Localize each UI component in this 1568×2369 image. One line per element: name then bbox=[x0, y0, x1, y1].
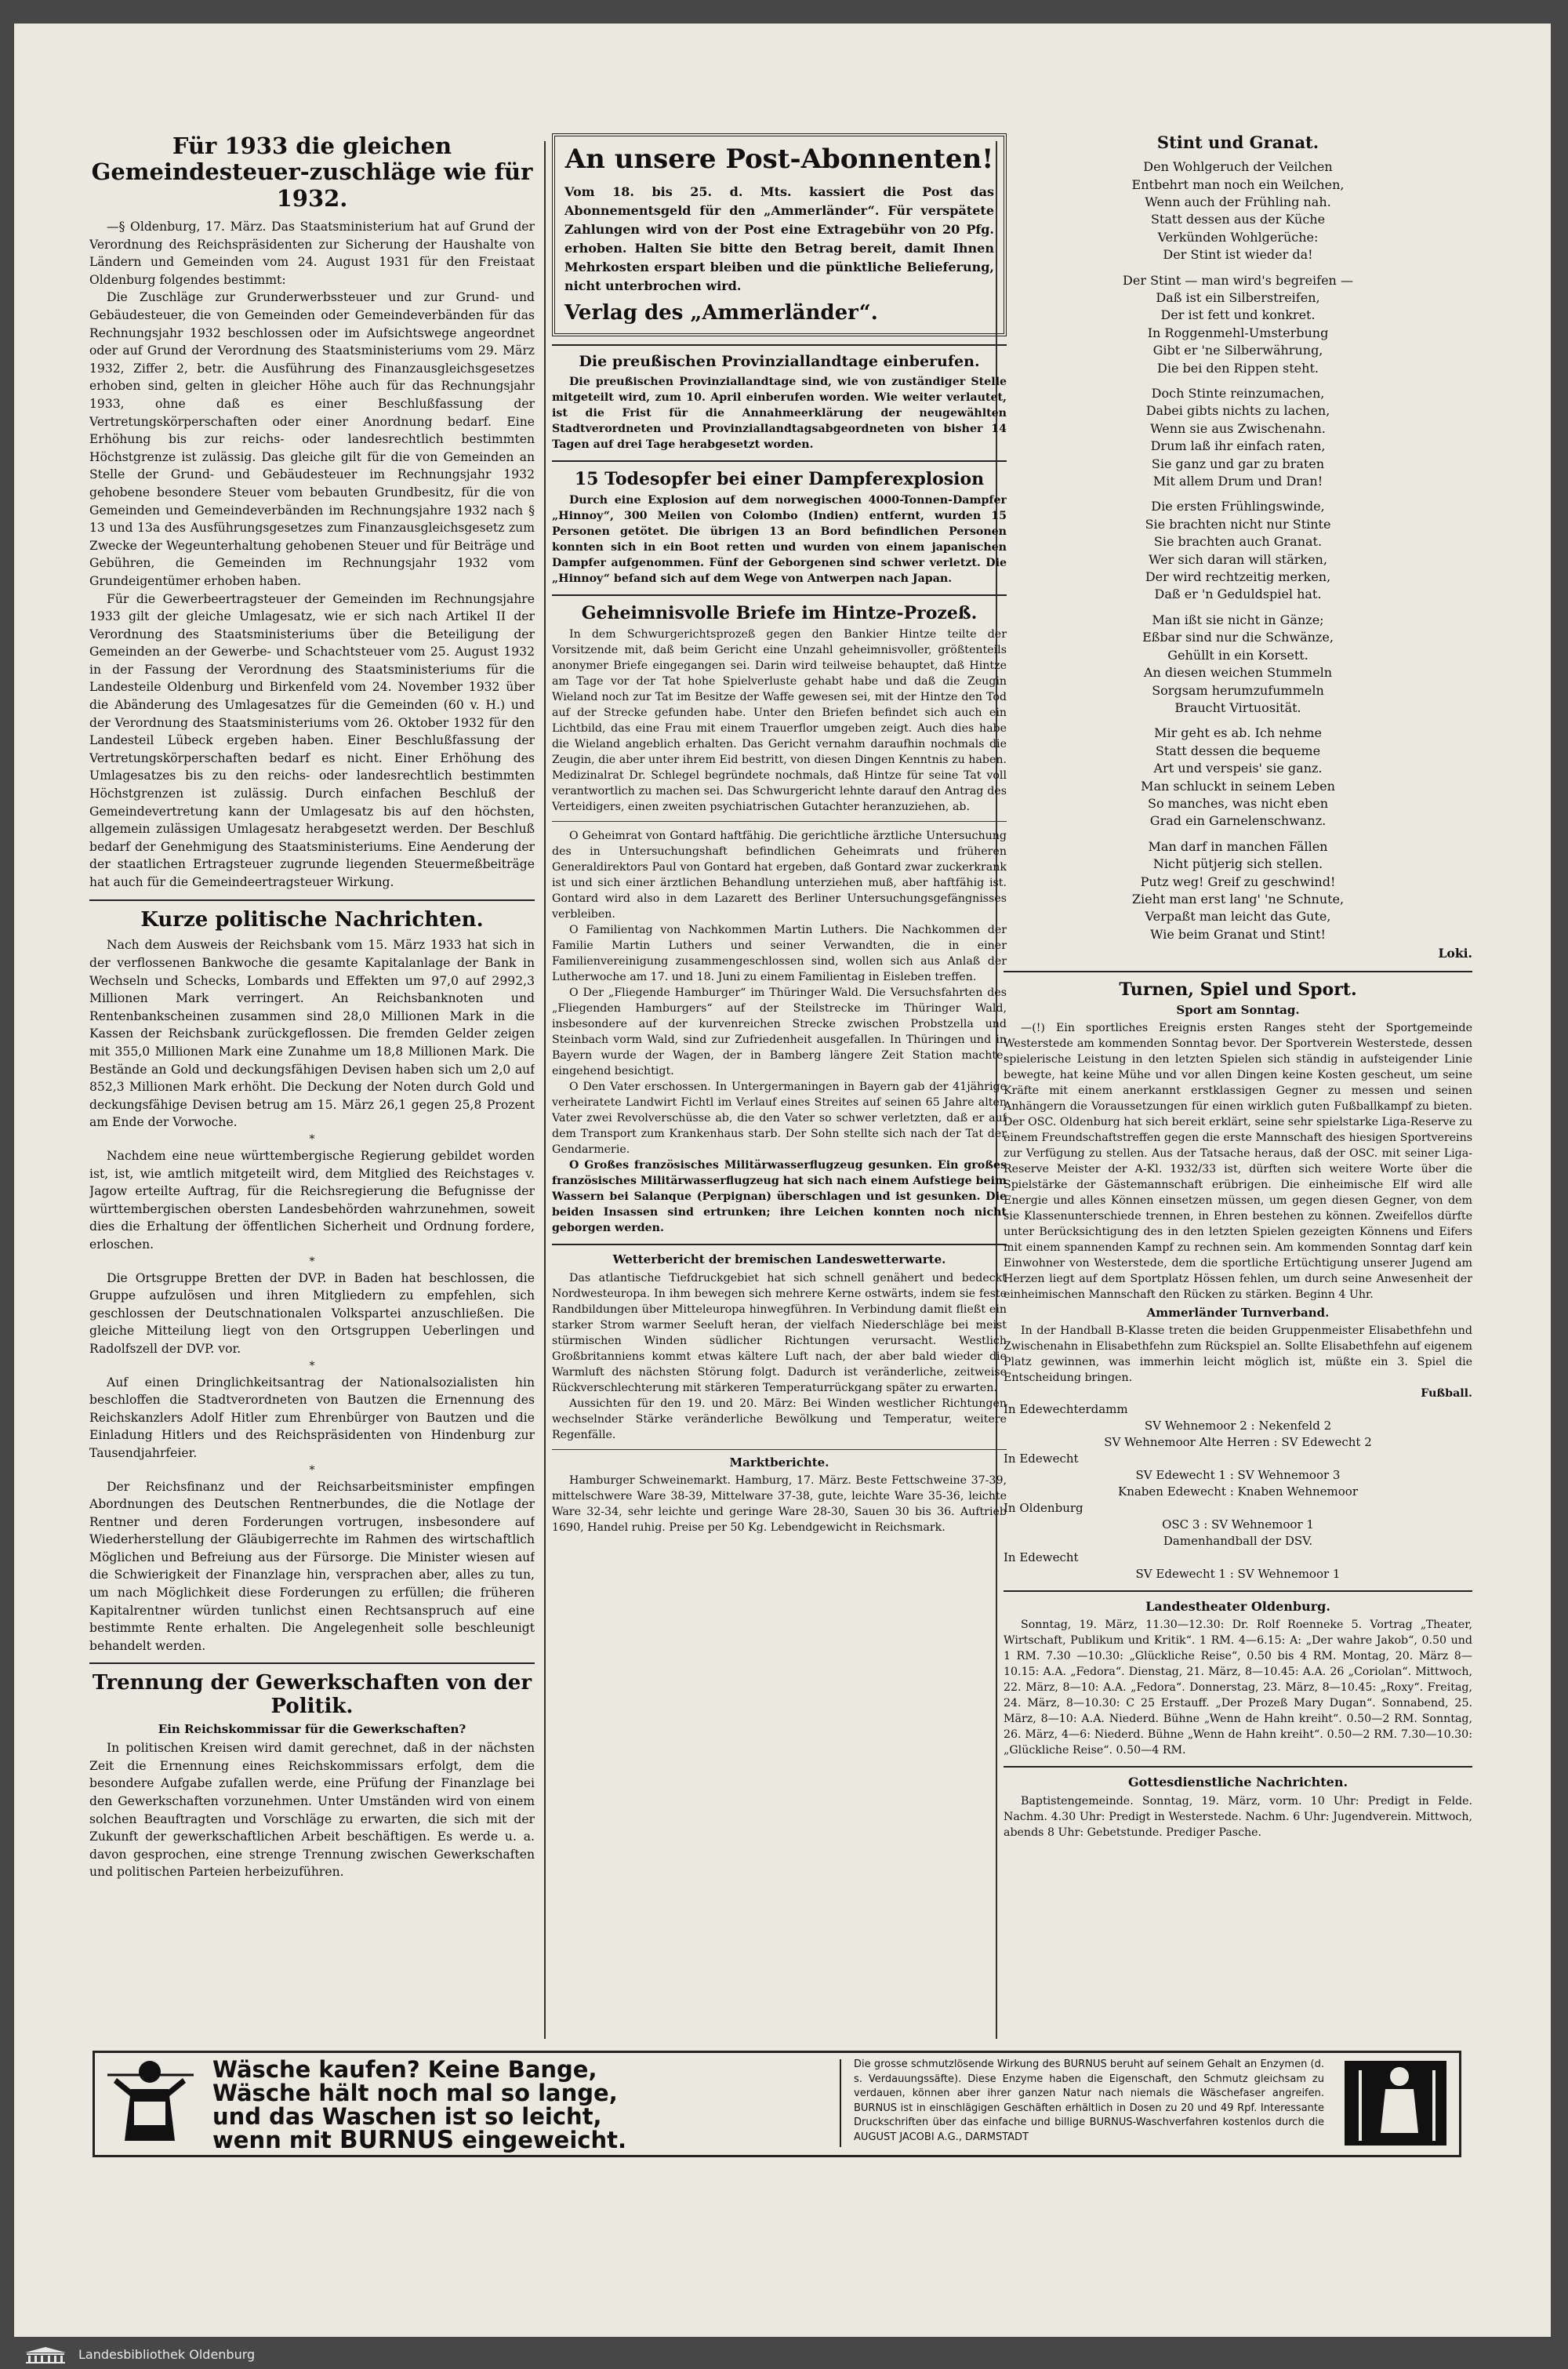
poem-line: Die bei den Rippen steht. bbox=[1157, 360, 1319, 376]
poem-line: So manches, was nicht eben bbox=[1147, 795, 1329, 811]
poem-line: Grad ein Garnelenschwanz. bbox=[1149, 813, 1327, 829]
match-fixture: Damenhandball der DSV. bbox=[1163, 1534, 1313, 1549]
match-venue: In Edewecht bbox=[1004, 1550, 1079, 1565]
poem-line: Art und verspeis' sie ganz. bbox=[1153, 761, 1323, 776]
article-title: Geheimnisvolle Briefe im Hintze-Prozeß. bbox=[581, 603, 978, 624]
poem-line: Statt dessen aus der Küche bbox=[1150, 212, 1326, 227]
poem-line: Wenn auch der Frühling nah. bbox=[1145, 194, 1331, 209]
poem-line: Wer sich daran will stärken, bbox=[1149, 551, 1327, 567]
divider bbox=[552, 344, 1007, 346]
poem-line: Die ersten Frühlingswinde, bbox=[1151, 499, 1325, 514]
stanza-break bbox=[1004, 490, 1472, 498]
poem-line: Dabei gibts nichts zu lachen, bbox=[1145, 403, 1330, 419]
divider bbox=[1004, 1766, 1472, 1768]
article-paragraph: Durch eine Explosion auf dem norwegischen 4000-Tonnen-Dampfer „Hinnoy“, 300 Meilen von Colombo (Indien) entfernt, wurden 15 Personen getötet. Die übrigen 13 an Bord befindlichen Personen konnten sich in ein Boot retten und wurden von einem japanischen Dampfer aufgenommen. Fünf der Geborgenen sind schwer verletzt. Die „Hinnoy“ befand sich auf dem Wege von Antwerpen nach Japan. bbox=[552, 494, 1007, 586]
match-venue: In Oldenburg bbox=[1004, 1501, 1083, 1516]
poem-line: Doch Stinte reinzumachen, bbox=[1151, 386, 1325, 401]
market-report: Hamburger Schweinemarkt. Hamburg, 17. März. Beste Fettschweine 37-39, mittelschwere Ware 38-39, Mittelware 37-38, gute, leichte Ware 35-36, leichte Ware 32-34, sehr leichte und geringe Ware 28-30, Sauen 30 bis 36. Auftrieb 1690, Handel ruhig. Preise per 50 Kg. Lebendgewicht in Reichsmark. bbox=[552, 1473, 1007, 1534]
subscriber-notice bbox=[552, 133, 1007, 336]
column-3 bbox=[1004, 133, 1472, 2039]
column-1 bbox=[89, 133, 535, 2039]
divider bbox=[552, 460, 1007, 462]
library-building-icon bbox=[24, 2346, 67, 2364]
notice-title: An unsere Post-Abonnenten! bbox=[564, 144, 994, 175]
separator-star: * bbox=[309, 1359, 315, 1372]
match-fixture: SV Wehnemoor Alte Herren : SV Edewecht 2 bbox=[1104, 1435, 1372, 1450]
section-title: Turnen, Spiel und Sport. bbox=[1119, 979, 1357, 1000]
poem-line: In Roggenmehl-Umsterbung bbox=[1147, 325, 1329, 340]
poem-line: Man schluckt in seinem Leben bbox=[1141, 778, 1335, 794]
poem-line: Mit allem Drum und Dran! bbox=[1152, 474, 1323, 489]
match-venue: In Edewechterdamm bbox=[1004, 1402, 1128, 1417]
separator-star: * bbox=[309, 1255, 315, 1268]
poem-line: Der Stint — man wird's begreifen — bbox=[1123, 272, 1353, 288]
match-fixture: SV Edewecht 1 : SV Wehnemoor 3 bbox=[1135, 1468, 1341, 1483]
poem bbox=[1004, 158, 1472, 943]
divider bbox=[89, 899, 535, 901]
poem-line: An diesen weichen Stummeln bbox=[1143, 665, 1333, 681]
divider bbox=[552, 594, 1007, 596]
ad-line-part: wenn mit bbox=[212, 2127, 339, 2153]
article-title: 15 Todesopfer bei einer Dampferexplosion bbox=[574, 468, 985, 489]
poem-line: Den Wohlgeruch der Veilchen bbox=[1143, 159, 1333, 175]
poem-title: Stint und Granat. bbox=[1156, 133, 1319, 152]
article-title: Trennung der Gewerkschaften von der Politik. bbox=[92, 1671, 532, 1719]
poem-line: Der Stint ist wieder da! bbox=[1163, 247, 1313, 263]
poem-line: Wie beim Granat und Stint! bbox=[1150, 926, 1326, 942]
ad-line bbox=[212, 2128, 808, 2152]
article-paragraph: —(!) Ein sportliches Ereignis ersten Ranges steht der Sportgemeinde Westerstede am kommenden Sonntag bevor. Der Sportverein Westerstede, dessen spielerische Leistung in den letzten Spielen sich ständig in aufsteigender Linie bewegte, hat keine Mühe und vor allen Dingen keine Kosten gescheut, um seine Kräfte mit einem anerkannt erstklassigen Gegner zu messen und seinen Anhängern die Voraussetzungen für einen wirklich guten Fußballkampf zu bieten. Der OSC. Oldenburg hat sich bereit erklärt, seine sehr spielstarke Liga-Reserve zu einem Freundschaftstreffen gegen die erste Mannschaft des hiesigen Sportvereins zur Verfügung zu stellen. Aus der Tatsache heraus, daß der OSC. mit seiner Liga-Reserve Meister der A-Kl. 1932/33 ist, dürften sich weitere Worte über die Spielstärke der Gästemannschaft erübrigen. Die einheimische Elf wird alle Energie und alles Können einsetzen müssen, um gegen diesen Gegner, von dem sie Klassenunterschiede trennen, in Ehren bestehen zu können. Zweifellos dürfte unter Berücksichtigung des in den letzten Spielen gezeigten Könnens und Eifers mit einem spannenden Kampf zu rechnen sein. Am kommenden Sonntag darf kein Einwohner von Westerstede, dem die sportliche Ertüchtigung unserer Jugend am Herzen liegt auf dem Sportplatz Hössen fehlen, um durch seine Anwesenheit der einheimischen Mannschaft den Rücken zu stärken. Beginn 4 Uhr. bbox=[1004, 1022, 1472, 1302]
ad-headline bbox=[212, 2058, 808, 2152]
poem-line: Gibt er 'ne Silberwährung, bbox=[1152, 343, 1323, 358]
theater-program: Sonntag, 19. März, 11.30—12.30: Dr. Rolf Roenneke 5. Vortrag „Theater, Wirtschaft, Publikum und Kritik“. 1 RM. 4—6.15: A: „Der wahre Jakob“, 0.50 und 1 RM. 7.30 —10.30: „Glückliche Reise“, 0.50 bis 4 RM. Montag, 20. März 8—10.15: A.A. „Fedora“. Dienstag, 21. März, 8—10.45: A.A. 26 „Coriolan“. Mittwoch, 22. März, 8—10: A.A. „Fedora“. Donnerstag, 23. März, 8—10.45: „Roxy“. Freitag, 24. März, 8—10.30: C 25 Erstauff. „Der Prozeß Mary Dugan“. Sonnabend, 25. März, 8—10: A.A. Niederd. Bühne „Wenn de Hahn kreiht“. 0.50—2 RM. Sonntag, 26. März, 4—6: Niederd. Bühne „Wenn de Hahn kreiht“. 0.50—2 RM. 7.30—10.30: „Glückliche Reise“. 0.50—4 RM. bbox=[1004, 1619, 1472, 1757]
library-footer bbox=[0, 2341, 1568, 2369]
poem-line: Der ist fett und konkret. bbox=[1160, 307, 1316, 323]
burnus-advertisement bbox=[93, 2051, 1461, 2157]
stanza-break bbox=[1004, 264, 1472, 272]
article-paragraph: In dem Schwurgerichtsprozeß gegen den Bankier Hintze teilte der Vorsitzende mit, daß beim Gericht eine Unzahl geheimnisvoller, größtenteils anonymer Briefe eingegangen sei. Darin wird teilweise behauptet, daß Hintze am Tage vor der Tat hohe Spielverluste gehabt habe und daß die Zeugin Wieland noch zur Tat im Besitze der Waffe gewesen sei, mit der Hintze den Tod auf der Strecke gefunden habe. Unter den Briefen befindet sich auch ein Lichtbild, das eine Frau mit einem Trauerflor umgeben zeigt. Auch dies habe die Wieland angeblich erhalten. Das Gericht vernahm daraufhin nochmals die Zeugin, die aber unter ihrem Eid bestritt, von diesen Dingen Kenntnis zu haben. Medizinalrat Dr. Schlegel begründete nochmals, daß Hintze für seine Tat voll verantwortlich zu machen sei. Das Schwurgericht lehnte darauf den Antrag des Verteidigers, einen zweiten psychiatrischen Gutachter heranzuziehen, ab. bbox=[552, 628, 1007, 814]
poem-line: Eßbar sind nur die Schwänze, bbox=[1142, 630, 1334, 645]
article-paragraph: Auf einen Dringlichkeitsantrag der Nationalsozialisten hin beschloffen die Stadtverordneten von Bautzen die Ernennung des Reichskanzlers Adolf Hitler zum Ehrenbürger von Bautzen und die Einladung Hitlers und des Reichspräsidenten von Hindenburg zur Tausendjahrfeier. bbox=[89, 1375, 535, 1460]
news-item: O Großes französisches Militärwasserflugzeug gesunken. Ein großes französisches Militärwasserflugzeug hat sich nach einem Aufstiege beim Wassern bei Salanque (Perpignan) überschlagen und ist gesunken. Die beiden Insassen sind ertrunken; ihre Leichen konnten noch nicht geborgen werden. bbox=[552, 1159, 1007, 1235]
match-venue: In Edewecht bbox=[1004, 1452, 1079, 1466]
article-paragraph: Die Zuschläge zur Grunderwerbssteuer und zur Grund- und Gebäudesteuer, die von Gemeinden oder Gemeindeverbänden für das Rechnungsjahr 1932 beschlossen oder im Aufsichtswege angeordnet oder auf Grund der Verordnung des Staatsministeriums vom 29. März 1932, Ziffer 2, betr. die Ausführung des Finanzausgleichsgesetzes erhoben sind, gelten in gleicher Höhe auch für das Rechnungsjahr 1933, ohne daß es einer Beschlußfassung der Vertretungskörperschaften oder einer Anordnung bedarf. Eine Erhöhung bis zur reichs- oder landesrechtlich bestimmten Höchstgrenze ist zulässig. Das gleiche gilt für die von Gemeinden an Stelle der Grund- und Gebäudesteuer im Rechnungsjahr 1932 gehobene besondere Steuer vom bebauten Grundbesitz, für die von Gemeinden und Gemeindeverbänden im Rechnungsjahre 1932 nach § 13 und 13a des Ausführungsgesetzes zum Finanzausgleichsgesetz zum Zwecke der Wegeunterhaltung gehobenen Steuer und für Beiträge und Gebühren, die Gemeinden im Rechnungsjahr 1932 vom Grundeigentümer erhoben haben. bbox=[89, 290, 535, 588]
divider bbox=[552, 1244, 1007, 1245]
column-rule bbox=[544, 141, 546, 2039]
divider bbox=[1004, 971, 1472, 972]
poem-line: Zieht man erst lang' 'ne Schnute, bbox=[1131, 891, 1345, 907]
poem-line: Gehüllt in ein Korsett. bbox=[1167, 647, 1308, 663]
article-paragraph: Die preußischen Provinziallandtage sind, wie von zuständiger Stelle mitgeteilt wird, zum 10. April einberufen worden. Wie weiter verlautet, ist die Frist für die Annahmeerklärung der neugewählten Stadtverordneten und Provinziallandtagsabgeordneten von bisher 14 Tagen auf drei Tage herabgesetzt worden. bbox=[552, 375, 1007, 451]
article-paragraph: Nach dem Ausweis der Reichsbank vom 15. März 1933 hat sich in der verflossenen Bankwoche die gesamte Kapitalanlage der Bank in Wechseln und Schecks, Lombards und Effekten um 97,0 auf 2992,3 Millionen Mark verringert. An Reichsbanknoten und Rentenbankscheinen zusammen sind 28,0 Millionen Mark in die Kassen der Reichsbank zurückgeflossen. Die fremden Gelder zeigen mit 355,0 Millionen Mark eine Zunahme um 18,8 Millionen Mark. Die Bestände an Gold und deckungsfähigen Devisen haben sich um 2,0 auf 852,3 Millionen Mark erhöht. Die Deckung der Noten durch Gold und deckungsfähige Devisen betrug am 15. März 26,1 gegen 25,8 Prozent am Ende der Vorwoche. bbox=[89, 938, 535, 1130]
poem-line: Der wird rechtzeitig merken, bbox=[1145, 569, 1331, 585]
poem-line: Drum laß ihr einfach raten, bbox=[1150, 438, 1326, 454]
notice-signature: Verlag des „Ammerländer“. bbox=[564, 301, 878, 325]
divider bbox=[89, 1662, 535, 1664]
notice-body: Vom 18. bis 25. d. Mts. kassiert die Post das Abonnementsgeld für den „Ammerländer“. Für verspätete Zahlungen wird von der Post eine Extragebühr von 20 Pfg. erhoben. Halten Sie bitte den Betrag bereit, damit Ihnen Mehrkosten erspart bleiben und die pünktliche Belieferung, nicht unterbrochen wird. bbox=[564, 184, 994, 294]
article-paragraph: Die Ortsgruppe Bretten der DVP. in Baden hat beschlossen, die Gruppe aufzulösen und ihren Mitgliedern zu empfehlen, sich geschlossen der Deutschnationalen Volkspartei anzuschließen. Die gleiche Mitteilung liegt von den Ortsgruppen Ueberlingen und Radolfszell der DVP. vor. bbox=[89, 1270, 535, 1356]
news-item: O Familientag von Nachkommen Martin Luthers. Die Nachkommen der Familie Martin Luthers und seiner Verwandten, die in einer Familienvereinigung zusammengeschlossen sind, wollen sich aus Anlaß der Lutherwoche am 17. und 18. Juni zu einem Familientag in Eisleben treffen. bbox=[552, 924, 1007, 984]
church-notice: Baptistengemeinde. Sonntag, 19. März, vorm. 10 Uhr: Predigt in Felde. Nachm. 4.30 Uhr: Predigt in Westerstede. Nachm. 6 Uhr: Jugendverein. Mittwoch, abends 8 Uhr: Gebetstunde. Prediger Pasche. bbox=[1004, 1794, 1472, 1839]
article-title: Kurze politische Nachrichten. bbox=[140, 907, 484, 932]
ad-body: Die grosse schmutzlösende Wirkung des BURNUS beruht auf seinem Gehalt an Enzymen (d. s. Verdauungssäfte). Diese Enzyme haben die Eigenschaft, den Schmutz gleichsam zu verdauen, können aber ihrer ganzen Natur nach niemals die Wäschefaser angreifen. BURNUS ist in einschlägigen Geschäften erhältlich in Dosen zu 20 und 49 Rpf. Interessante Druckschriften über das einfache und billige BURNUS-Waschverfahren kostenlos durch die AUGUST JACOBI A.G., DARMSTADT bbox=[854, 2058, 1324, 2143]
match-fixture: SV Wehnemoor 2 : Nekenfeld 2 bbox=[1144, 1419, 1332, 1433]
article-title: Für 1933 die gleichen Gemeindesteuer-zuschläge wie für 1932. bbox=[91, 133, 533, 212]
poem-line: Wenn sie aus Zwischenahn. bbox=[1150, 420, 1326, 436]
ad-divider bbox=[840, 2059, 841, 2147]
newspaper-page bbox=[14, 24, 1551, 2337]
stanza-break bbox=[1004, 604, 1472, 612]
news-item: O Geheimrat von Gontard haftfähig. Die gerichtliche ärztliche Untersuchung des in Untersuchungshaft befindlichen Geheimrats und früheren Generaldirektors Paul von Gontard hat ergeben, daß Gontard zwar zuckerkrank ist und sich einer ärztlichen Behandlung unterziehen muß, aber haftfähig ist. Gontard wird also in dem Lazarett des Berliner Untersuchungsgefängnisses verbleiben. bbox=[552, 830, 1007, 921]
poem-line: Entbehrt man noch ein Weilchen, bbox=[1131, 176, 1345, 192]
poem-line: Verpaßt man leicht das Gute, bbox=[1145, 909, 1331, 925]
news-item: O Den Vater erschossen. In Untergermaningen in Bayern gab der 41jährige verheiratete Landwirt Fichtl im Verlauf eines Streites auf seinen 65 Jahre alten Vater zwei Revolverschüsse ab, die den Vater so schwer verletzten, daß er auf dem Transport zum Krankenhaus starb. Der Sohn stellte sich nach der Tat der Gendarmerie. bbox=[552, 1081, 1007, 1157]
poem-line: Putz weg! Greif zu geschwind! bbox=[1140, 874, 1336, 889]
washing-woman-illustration bbox=[1337, 2055, 1454, 2152]
separator-star: * bbox=[309, 1463, 315, 1477]
divider bbox=[1004, 1590, 1472, 1592]
article-paragraph: —§ Oldenburg, 17. März. Das Staatsministerium hat auf Grund der Verordnung des Reichspräsidenten zur Sicherung der Haushalte von Ländern und Gemeinden vom 24. August 1931 für den Freistaat Oldenburg folgendes bestimmt: bbox=[89, 220, 535, 287]
poem-line: Sorgsam herumzufummeln bbox=[1152, 682, 1324, 698]
section-subtitle: Ammerländer Turnverband. bbox=[1146, 1306, 1330, 1321]
article-paragraph: In der Handball B-Klasse treten die beiden Gruppenmeister Elisabethfehn und Zwischenahn in Elisabethfehn zum Rückspiel an. Sollte Elisabethfehn auf eigenem Platz gewinnen, was immerhin leicht möglich ist, müßte ein 3. Spiel die Entscheidung bringen. bbox=[1004, 1324, 1472, 1385]
poem-line: Sie brachten auch Granat. bbox=[1153, 534, 1323, 550]
market-title: Marktberichte. bbox=[729, 1455, 829, 1470]
weather-report: Das atlantische Tiefdruckgebiet hat sich schnell genähert und bedeckt Nordwesteuropa. In ihm bewegen sich mehrere Kerne ostwärts, indem sie feste Randbildungen über Mitteleuropa hinwegführen. In Verbindung damit fließt ein starker Strom warmer Seeluft heran, der vielfach Niederschläge bei meist stürmischen Winden südlicher Richtungen verursacht. Westlich Großbritanniens kommt etwas kältere Luft nach, der aber bald wieder die Warmluft des nächsten Störung folgt. Dadurch ist veränderliche, zeitweise Rückverschlechterung mit stärkeren Temperaturrückgang später zu erwarten. bbox=[552, 1271, 1007, 1394]
poem-line: Verkünden Wohlgerüche: bbox=[1157, 229, 1319, 245]
ad-line-part: eingeweicht. bbox=[454, 2127, 626, 2153]
poem-author: Loki. bbox=[1438, 946, 1472, 961]
poem-line: Sie brachten nicht nur Stinte bbox=[1145, 516, 1331, 532]
article-paragraph: Der Reichsfinanz und der Reichsarbeitsminister empfingen Abordnungen des Deutschen Rentnerbundes, die die Notlage der Rentner und deren Forderungen vortrugen, insbesondere auf Wiederherstellung der Gläubigerrechte im Rahmen des wirtschaftlich Möglichen und Befreiung aus der Fürsorge. Die Minister wiesen auf die Schwierigkeit der Finanzlage hin, versprachen aber, alles zu tun, um nach Möglichkeit diese Forderungen zu erfüllen; die früheren Kapitalrentner würden tunlichst einen Rechtsanspruch auf eine bestimmte Rente erhalten. Die Angelegenheit solle beschleunigt behandelt werden. bbox=[89, 1479, 535, 1653]
weather-title: Wetterbericht der bremischen Landeswetterwarte. bbox=[612, 1252, 946, 1267]
weather-forecast: Aussichten für den 19. und 20. März: Bei Winden westlicher Richtungen wechselnder Stärke veränderliche Bewölkung und Temperatur, weitere Regenfälle. bbox=[552, 1397, 1007, 1441]
article-paragraph: Für die Gewerbeertragsteuer der Gemeinden im Rechnungsjahre 1933 gilt der gleiche Umlagesatz, wie er sich nach Artikel II der Verordnung des Staatsministeriums über die Beteiligung der Gemeinden an der Gewerbe- und Schachtsteuer vom 25. August 1932 in der Fassung der Verordnung des Staatsministeriums für die Landesteile Oldenburg und Birkenfeld vom 24. November 1932 über die Abänderung des Umlagesatzes für die Gemeinden (60 v. H.) und der Verordnung des Staatsministeriums vom 26. Oktober 1932 für den Landesteil Lübeck ergeben haben. Einer Beschlußfassung der Vertretungskörperschaften bedarf es nicht. Einer Erhöhung des Umlagesatzes bis zu den reichs- oder landesrechtlich bestimmten Höchstgrenzen ist zulässig. Durch einfachen Beschluß der Gemeindevertretung kann der Umlagesatz bis auf den höchsten, allgemein zulässigen Umlagesatz herabgesetzt werden. Der Beschluß bedarf der Genehmigung des Staatsministeriums. Eine Aenderung der der staatlichen Ertragsteuer zugrunde liegenden Steuermeßbeiträge hat auch für die Gemeindeertragsteuer Wirkung. bbox=[89, 591, 535, 889]
article-subtitle: Ein Reichskommissar für die Gewerkschaften? bbox=[158, 1722, 466, 1737]
brand-name: BURNUS bbox=[339, 2126, 455, 2154]
match-list bbox=[1004, 1401, 1472, 1582]
ad-line: Wäsche kaufen? Keine Bange, bbox=[212, 2056, 597, 2083]
match-fixture: SV Edewecht 1 : SV Wehnemoor 1 bbox=[1135, 1567, 1341, 1582]
poem-line: Man darf in manchen Fällen bbox=[1148, 838, 1328, 854]
ad-line: und das Waschen ist so leicht, bbox=[212, 2103, 602, 2130]
stanza-break bbox=[1004, 717, 1472, 725]
stanza-break bbox=[1004, 377, 1472, 385]
separator-star: * bbox=[309, 1133, 315, 1146]
poem-line: Nicht pütjerig sich stellen. bbox=[1152, 856, 1323, 872]
match-fixture: Knaben Edewecht : Knaben Wehnemoor bbox=[1118, 1484, 1358, 1499]
poem-line: Man ißt sie nicht in Gänze; bbox=[1152, 612, 1324, 627]
article-title: Die preußischen Provinziallandtage einberufen. bbox=[579, 352, 980, 370]
library-name: Landesbibliothek Oldenburg bbox=[78, 2347, 256, 2362]
article-paragraph: Nachdem eine neue württembergische Regierung gebildet worden ist, ist, wie amtlich mitgeteilt wird, dem Mitglied des Reichstages v. Jagow erteilte Auftrag, für die Reichsregierung die Befugnisse der württembergischen obersten Landesbehörden wahrzunehmen, soweit dies die Erhaltung der öffentlichen Sicherheit und Ordnung fordere, erloschen. bbox=[89, 1149, 535, 1252]
theater-title: Landestheater Oldenburg. bbox=[1145, 1599, 1330, 1615]
poem-line: Braucht Virtuosität. bbox=[1174, 699, 1301, 715]
section-subtitle: Sport am Sonntag. bbox=[1176, 1003, 1300, 1018]
poem-line: Mir geht es ab. Ich nehme bbox=[1154, 725, 1322, 741]
football-heading: Fußball. bbox=[1421, 1387, 1472, 1401]
stanza-break bbox=[1004, 830, 1472, 838]
divider bbox=[552, 1449, 1007, 1450]
poem-line: Daß ist ein Silberstreifen, bbox=[1156, 289, 1320, 305]
poem-line: Statt dessen die bequeme bbox=[1155, 743, 1321, 758]
poem-line: Sie ganz und gar zu braten bbox=[1151, 456, 1325, 471]
match-fixture: OSC 3 : SV Wehnemoor 1 bbox=[1162, 1517, 1314, 1532]
news-item: O Der „Fliegende Hamburger“ im Thüringer Wald. Die Versuchsfahrten des „Fliegenden Hamburgers“ auf der Steilstrecke im Thüringer Wald, insbesondere auf der kurvenreichen Strecke zwischen Probstzella und Steinbach vorm Wald, sind zur Zufriedenheit ausgefallen. In Thüringen und in Bayern wurde der Wagen, der in Bamberg längere Zeit Station machte, eingehend besichtigt. bbox=[552, 986, 1007, 1078]
ad-line: Wäsche hält noch mal so lange, bbox=[212, 2080, 618, 2106]
divider bbox=[552, 821, 1007, 822]
laundry-woman-illustration bbox=[100, 2055, 201, 2152]
article-paragraph: In politischen Kreisen wird damit gerechnet, daß in der nächsten Zeit die Ernennung eines Reichskommissars erfolgt, dem die besondere Aufgabe zufallen werde, eine Prüfung der Finanzlage bei den Gewerkschaften vorzunehmen. Unter Umständen wird von einem solchen Beauftragten und Vorschläge zu erwarten, die sich mit der Zukunft der gewerkschaftlichen Arbeit beschäftigen. Es werde u. a. davon gesprochen, eine strenge Trennung zwischen Gewerkschaften und politischen Parteien herbeizuführen. bbox=[89, 1741, 535, 1880]
poem-line: Daß er 'n Geduldspiel hat. bbox=[1154, 587, 1322, 602]
church-title: Gottesdienstliche Nachrichten. bbox=[1127, 1775, 1348, 1790]
column-2 bbox=[552, 133, 1007, 2039]
